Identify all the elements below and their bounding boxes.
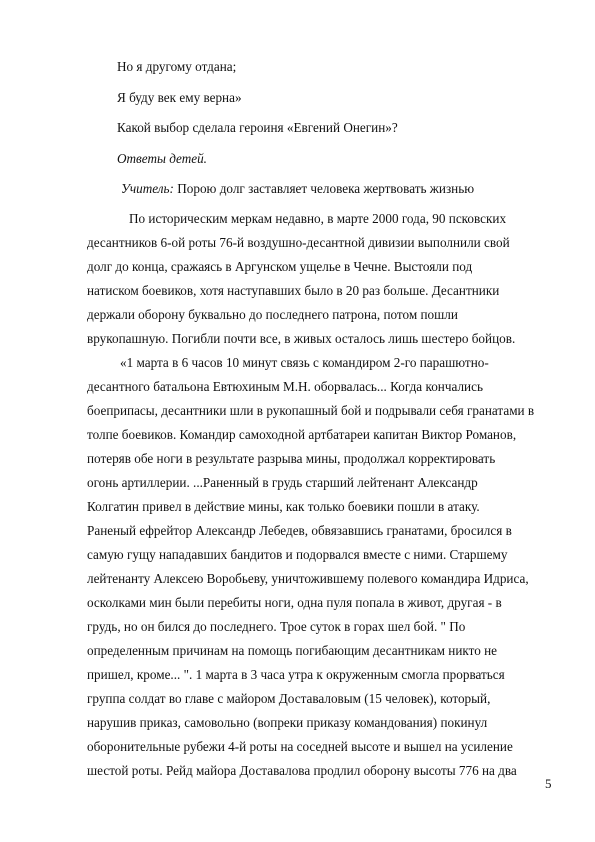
paragraph-2-line: боеприпасы, десантники шли в рукопашный бой и подрывали себя гранатами в <box>87 403 535 418</box>
paragraph-1-line: натиском боевиков, хотя наступавших было в 20 раз больше. Десантники <box>87 283 500 298</box>
paragraph-2-line: толпе боевиков. Командир самоходной артбатареи капитан Виктор Романов, <box>87 427 517 442</box>
question: Какой выбор сделала героиня «Евгений Онегин»? <box>117 120 398 135</box>
paragraph-2-line: группа солдат во главе с майором Доставаловым (15 человек), который, <box>87 691 491 706</box>
paragraph-2-line: потеряв обе ноги в результате разрыва мины, продолжал корректировать <box>87 451 496 466</box>
paragraph-1-line: врукопашную. Погибли почти все, в живых осталось лишь шестеро бойцов. <box>87 331 516 346</box>
teacher-text: Порою долг заставляет человека жертвовать жизнью <box>177 181 475 196</box>
paragraph-1-line: долг до конца, сражаясь в Аргунском ущелье в Чечне. Выстояли под <box>87 259 473 274</box>
paragraph-2-line: десантного батальона Евтюхиным М.Н. оборвалась... Когда кончались <box>87 379 483 394</box>
paragraph-2-line: грудь, но он бился до последнего. Трое суток в горах шел бой. " По <box>87 619 466 634</box>
paragraph-2-line: Раненый ефрейтор Александр Лебедев, обвязавшись гранатами, бросился в <box>87 523 512 538</box>
paragraph-2-line: шестой роты. Рейд майора Доставалова продлил оборону высоты 776 на два <box>87 763 517 778</box>
paragraph-2-line: осколками мин были перебиты ноги, одна пуля попала в живот, другая - в <box>87 595 502 610</box>
answers-label: Ответы детей. <box>117 151 207 166</box>
paragraph-1-line: держали оборону буквально до последнего патрона, потом пошли <box>87 307 458 322</box>
paragraph-2-line: оборонительные рубежи 4-й роты на соседней высоте и вышел на усиление <box>87 739 513 754</box>
teacher-label: Учитель: <box>121 181 174 196</box>
paragraph-2-line: определенным причинам на помощь погибающим десантникам никто не <box>87 643 498 658</box>
paragraph-2-line: огонь артиллерии. ...Раненный в грудь старший лейтенант Александр <box>87 475 478 490</box>
paragraph-2-line: пришел, кроме... ". 1 марта в 3 часа утра к окруженным смогла прорваться <box>87 667 505 682</box>
paragraph-2-line: лейтенанту Алексею Воробьеву, уничтожившему полевого командира Идриса, <box>87 571 529 586</box>
paragraph-2-line: «1 марта в 6 часов 10 минут связь с командиром 2-го парашютно- <box>120 355 489 370</box>
paragraph-2-line: Колгатин привел в действие мины, как только боевики пошли в атаку. <box>87 499 480 514</box>
teacher-line <box>121 181 474 197</box>
poem-line-1: Но я другому отдана; <box>117 59 237 74</box>
poem-line-2: Я буду век ему верна» <box>117 90 242 105</box>
paragraph-1-line: По историческим меркам недавно, в марте 2000 года, 90 псковских <box>129 211 507 226</box>
paragraph-1-line: десантников 6-ой роты 76-й воздушно-десантной дивизии выполнили свой <box>87 235 510 250</box>
paragraph-2-line: самую гущу нападавших бандитов и подорвался вместе с ними. Старшему <box>87 547 508 562</box>
page-number: 5 <box>545 776 552 791</box>
paragraph-2-line: нарушив приказ, самовольно (вопреки приказу командования) покинул <box>87 715 488 730</box>
